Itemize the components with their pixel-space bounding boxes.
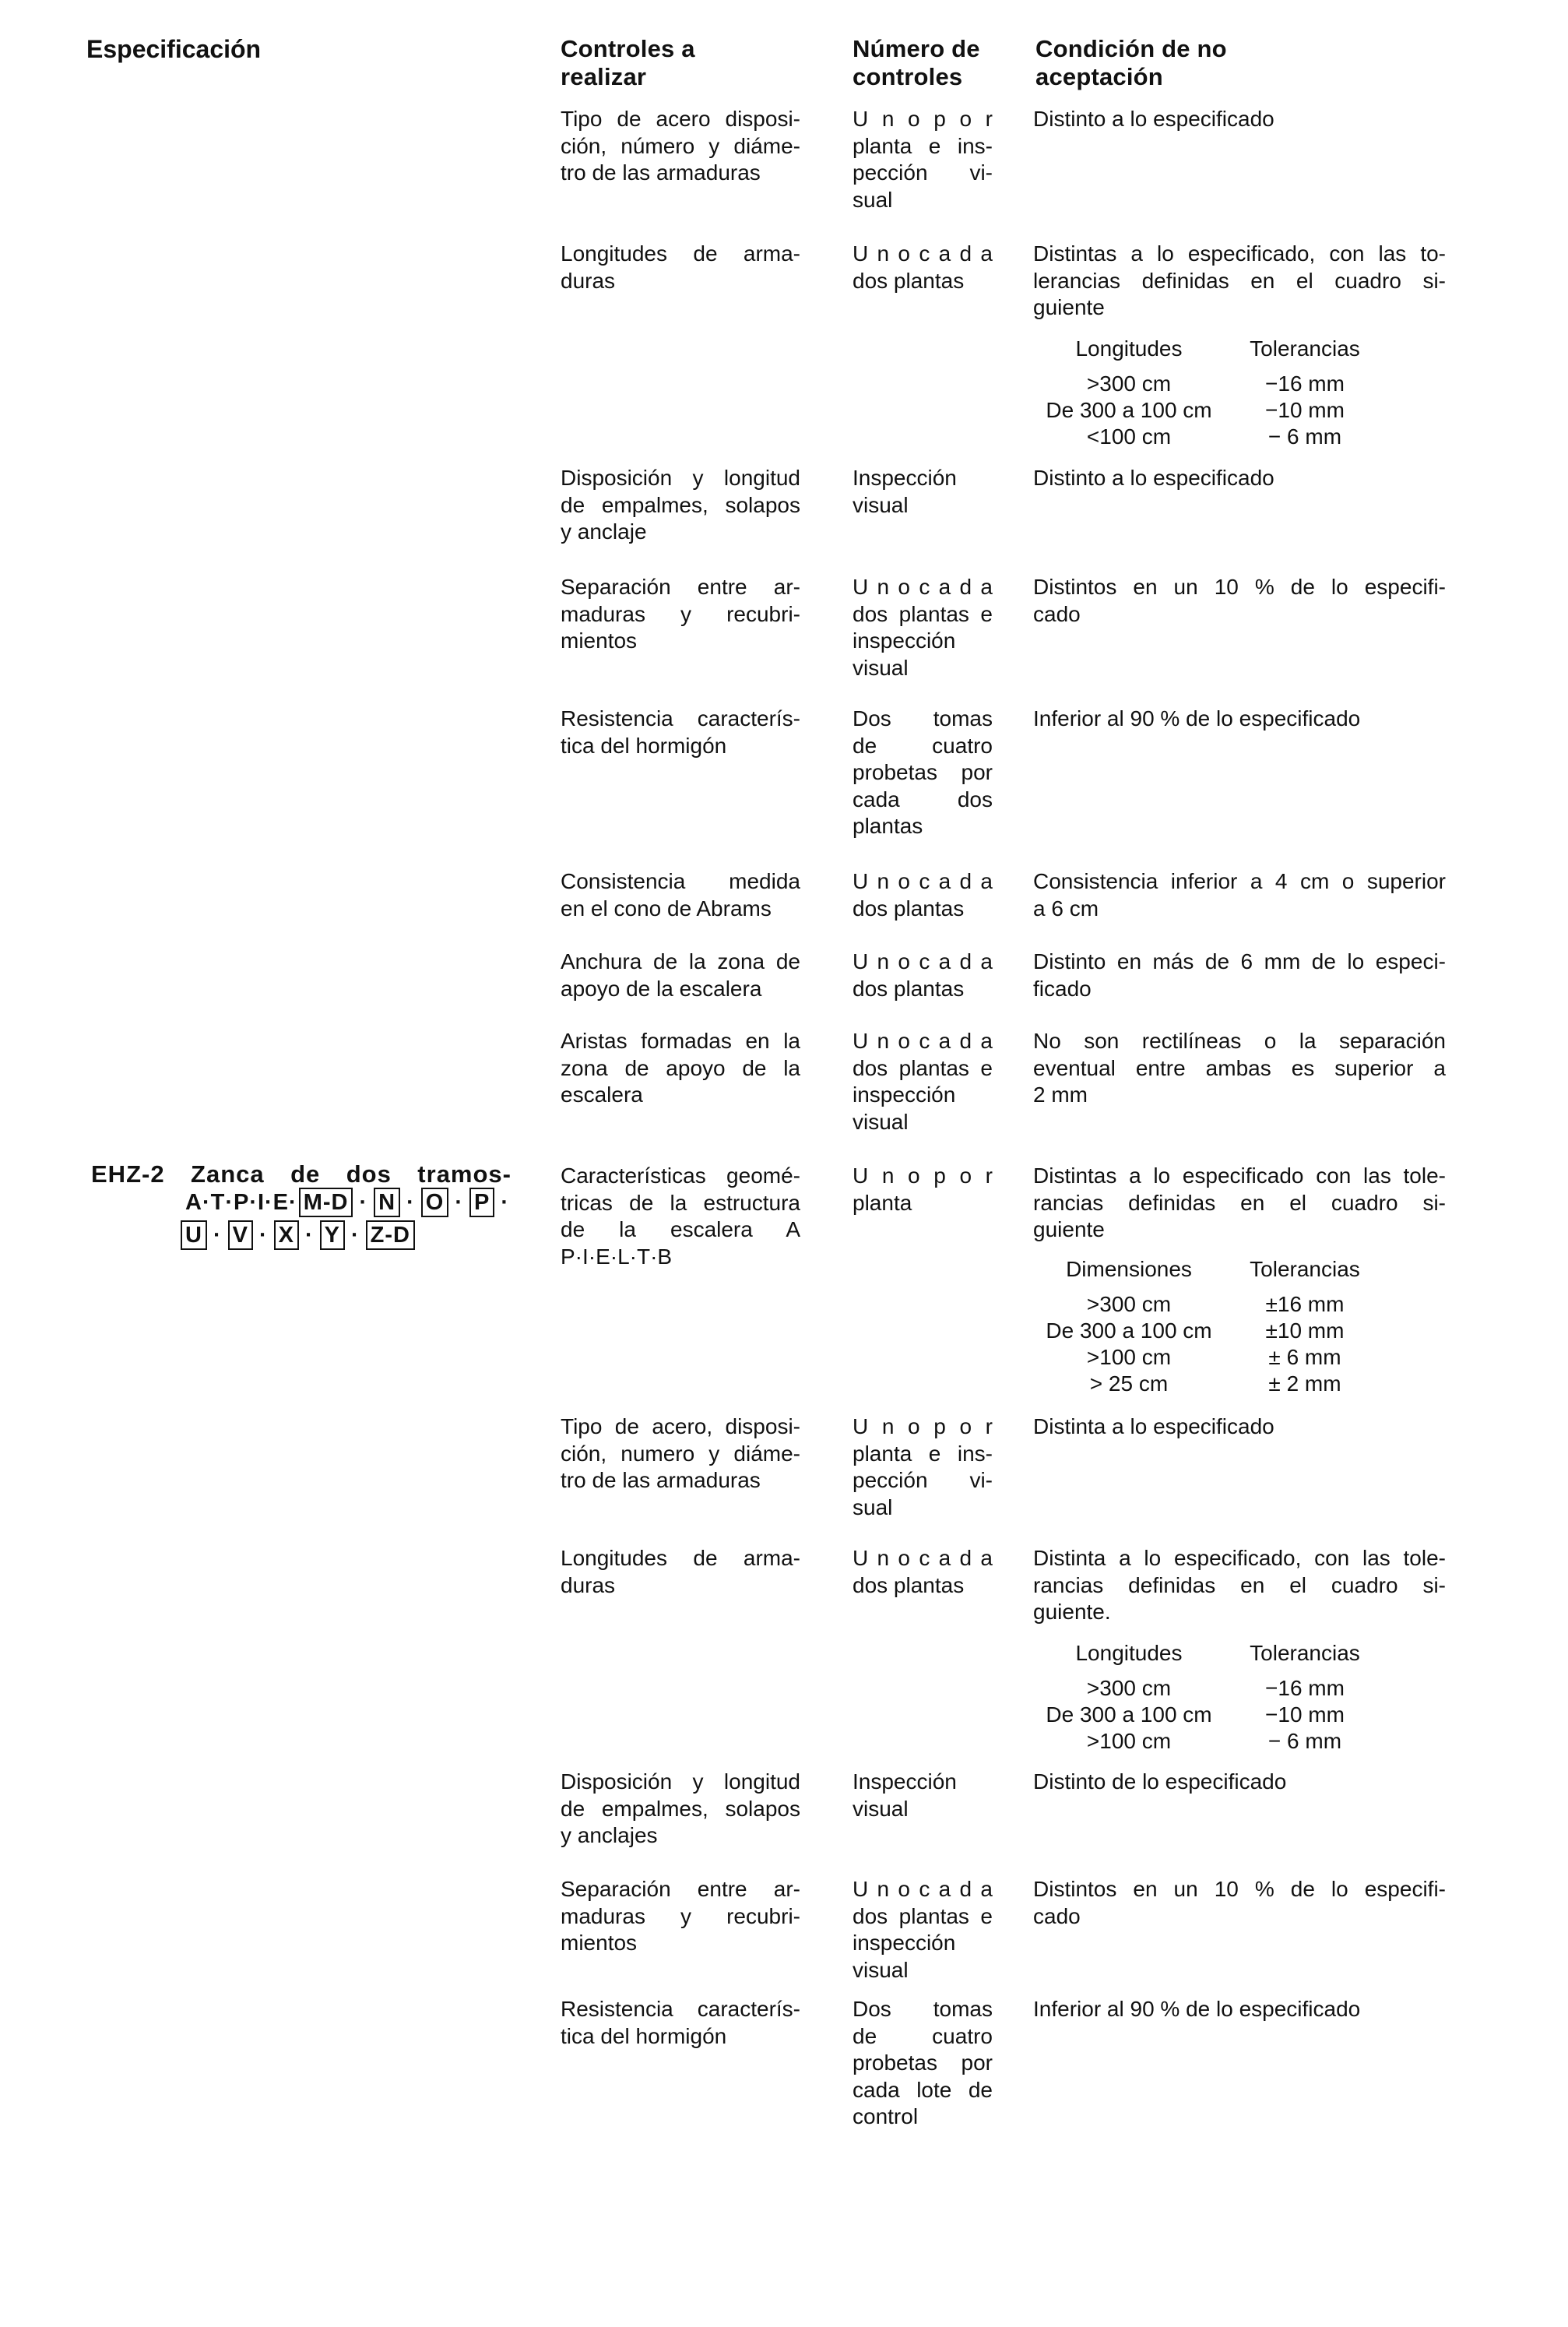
code-separator: · — [359, 1190, 368, 1215]
control-cell-line: escalera — [561, 1083, 643, 1107]
condicion-cell-line: Distinta a lo especificado, con las tole- — [1033, 1546, 1446, 1570]
numero-cell — [853, 868, 993, 922]
control-cell-line: Resistencia caracterís- — [561, 706, 800, 730]
condicion-cell — [1033, 1545, 1446, 1626]
numero-cell-line: U n o p o r — [853, 1414, 993, 1438]
numero-cell-line: de cuatro — [853, 2023, 993, 2048]
code-separator: · — [304, 1223, 314, 1248]
control-cell-line: Resistencia caracterís- — [561, 1997, 800, 2021]
condicion-cell-line: Inferior al 90 % de lo especificado — [1033, 706, 1361, 730]
control-cell-line: Aristas formadas en la — [561, 1029, 800, 1053]
control-cell — [561, 1163, 800, 1270]
numero-cell-line: U n o c a d a — [853, 1877, 993, 1901]
condicion-cell-line: Distinto en más de 6 mm de lo especi- — [1033, 949, 1446, 973]
condicion-cell-line: Distintos en un 10 % de lo especifi- — [1033, 1877, 1446, 1901]
condicion-cell-line: Consistencia inferior a 4 cm o superior — [1033, 869, 1446, 893]
tolerance-dimension: De 300 a 100 cm — [1046, 1318, 1212, 1343]
tolerance-table-row — [1012, 1318, 1448, 1344]
code-box: U — [181, 1220, 207, 1250]
numero-cell-line: dos plantas — [853, 896, 965, 921]
control-cell-line: tica del hormigón — [561, 2023, 727, 2048]
control-cell-line: y anclaje — [561, 519, 647, 544]
control-cell-line: maduras y recubri- — [561, 601, 800, 626]
code-separator: · — [258, 1223, 268, 1248]
condicion-cell-line: Distinto a lo especificado — [1033, 107, 1274, 131]
numero-cell-line: inspección — [853, 1083, 956, 1107]
tolerance-table-row — [1012, 1371, 1448, 1397]
header-controles-line: Controles a — [561, 35, 695, 62]
tolerance-table-header — [1012, 1255, 1448, 1291]
code-box: X — [274, 1220, 299, 1250]
condicion-cell — [1033, 574, 1446, 628]
tolerance-table-header — [1012, 335, 1448, 371]
tolerance-value: Tolerancias — [1250, 336, 1360, 361]
control-cell-line: mientos — [561, 1931, 638, 1955]
control-cell-line: maduras y recubri- — [561, 1903, 800, 1928]
control-cell — [561, 241, 800, 294]
numero-cell-line: visual — [853, 1957, 909, 1982]
condicion-cell-line: rancias definidas en el cuadro si- — [1033, 1572, 1446, 1597]
control-cell-line: de la escalera A — [561, 1217, 800, 1241]
control-cell-line: ción, numero y diáme- — [561, 1441, 800, 1466]
tolerance-table-row — [1012, 1291, 1448, 1318]
header-controles — [561, 35, 802, 91]
control-cell — [561, 465, 800, 546]
condicion-cell — [1033, 1876, 1446, 1930]
tolerance-dimension: De 300 a 100 cm — [1046, 398, 1212, 422]
control-cell-line: y anclajes — [561, 1823, 658, 1847]
tolerance-dimension: Longitudes — [1075, 1641, 1183, 1665]
code-box: Y — [320, 1220, 345, 1250]
condicion-cell-line: 2 mm — [1033, 1083, 1088, 1107]
tolerance-table — [1012, 1639, 1448, 1755]
numero-cell — [853, 465, 993, 519]
control-cell — [561, 1413, 800, 1494]
header-controles-line: realizar — [561, 63, 647, 90]
tolerance-value: −16 mm — [1265, 1676, 1345, 1700]
condicion-cell — [1033, 868, 1446, 922]
numero-cell — [853, 1028, 993, 1135]
condicion-cell-line: Inferior al 90 % de lo especificado — [1033, 1997, 1361, 2021]
numero-cell-line: Inspección — [853, 1769, 957, 1794]
numero-cell-line: dos plantas — [853, 976, 965, 1001]
control-cell-line: en el cono de Abrams — [561, 896, 772, 921]
condicion-cell-line: eventual entre ambas es superior a — [1033, 1055, 1446, 1080]
numero-cell-line: cada dos — [853, 787, 993, 811]
numero-cell-line: U n o p o r — [853, 1164, 993, 1188]
control-cell-line: Longitudes de arma- — [561, 241, 800, 266]
tolerance-table-row — [1012, 371, 1448, 397]
tolerance-dimension: >100 cm — [1086, 1729, 1172, 1753]
tolerance-dimension: Dimensiones — [1066, 1257, 1192, 1281]
section2-codes-line2 — [179, 1220, 417, 1251]
tolerance-dimension: <100 cm — [1086, 424, 1172, 449]
control-cell-line: tro de las armaduras — [561, 1468, 761, 1492]
numero-cell-line: U n o c a d a — [853, 241, 993, 266]
numero-cell-line: probetas por — [853, 760, 993, 784]
numero-cell — [853, 1876, 993, 1984]
condicion-cell-line: Distinto a lo especificado — [1033, 466, 1274, 490]
numero-cell-line: dos plantas e — [853, 601, 993, 626]
control-cell-line: de empalmes, solapos — [561, 1796, 800, 1821]
control-cell — [561, 1996, 800, 2050]
numero-cell-line: planta e ins- — [853, 133, 993, 158]
code-separator: · — [455, 1190, 463, 1215]
condicion-cell-line: cado — [1033, 1903, 1081, 1928]
tolerance-value: ±10 mm — [1265, 1318, 1345, 1343]
condicion-cell — [1033, 465, 1446, 492]
tolerance-table-row — [1012, 1344, 1448, 1371]
condicion-cell-line: guiente — [1033, 295, 1105, 319]
code-separator: · — [213, 1223, 222, 1248]
numero-cell-line: control — [853, 2104, 919, 2128]
control-cell — [561, 1769, 800, 1850]
code-box: P — [469, 1188, 494, 1217]
numero-cell-line: Dos tomas — [853, 706, 993, 730]
code-box: M-D — [299, 1188, 353, 1217]
code-separator: · — [351, 1223, 360, 1248]
control-cell-line: Disposición y longitud — [561, 1769, 800, 1794]
numero-cell-line: visual — [853, 1109, 909, 1134]
control-cell-line: Longitudes de arma- — [561, 1546, 800, 1570]
numero-cell-line: U n o c a d a — [853, 869, 993, 893]
condicion-cell-line: ficado — [1033, 976, 1092, 1001]
numero-cell-line: U n o c a d a — [853, 949, 993, 973]
numero-cell-line: planta e ins- — [853, 1441, 993, 1466]
control-cell — [561, 106, 800, 187]
tolerance-table-row — [1012, 424, 1448, 450]
control-cell — [561, 1876, 800, 1957]
numero-cell-line: sual — [853, 1494, 893, 1519]
numero-cell — [853, 1769, 993, 1822]
codes-plain: A·T·P·I·E· — [185, 1190, 297, 1215]
control-cell-line: Separación entre ar- — [561, 575, 800, 599]
condicion-cell-line: Distintos en un 10 % de lo especifi- — [1033, 575, 1446, 599]
code-box: O — [421, 1188, 449, 1217]
specification-title: Especificación — [86, 35, 262, 63]
numero-cell-line: Inspección — [853, 466, 957, 490]
numero-cell-line: visual — [853, 655, 909, 680]
control-cell — [561, 1545, 800, 1599]
code-box: N — [374, 1188, 400, 1217]
numero-cell — [853, 106, 993, 213]
header-condicion-line: Condición de no — [1035, 35, 1227, 62]
control-cell-line: Disposición y longitud — [561, 466, 800, 490]
control-cell-line: Tipo de acero, disposi- — [561, 1414, 800, 1438]
section2-codes-line1 — [185, 1187, 514, 1218]
numero-cell-line: U n o c a d a — [853, 1546, 993, 1570]
numero-cell — [853, 574, 993, 681]
control-cell — [561, 1028, 800, 1109]
condicion-cell — [1033, 241, 1446, 322]
control-cell-line: tica del hormigón — [561, 733, 727, 758]
code-separator: · — [501, 1190, 509, 1215]
numero-cell — [853, 1413, 993, 1521]
tolerance-dimension: De 300 a 100 cm — [1046, 1702, 1212, 1727]
numero-cell-line: dos plantas e — [853, 1055, 993, 1080]
tolerance-value: −10 mm — [1265, 398, 1345, 422]
numero-cell-line: U n o p o r — [853, 107, 993, 131]
tolerance-table-row — [1012, 1702, 1448, 1728]
control-cell-line: Anchura de la zona de — [561, 949, 800, 973]
header-numero — [853, 35, 1008, 91]
section2-title: EHZ-2 Zanca de dos tramos- — [91, 1160, 512, 1188]
numero-cell-line: probetas por — [853, 2051, 993, 2075]
control-cell-line: Separación entre ar- — [561, 1877, 800, 1901]
tolerance-dimension: >100 cm — [1086, 1345, 1172, 1369]
numero-cell-line: planta — [853, 1190, 912, 1215]
control-cell-line: zona de apoyo de la — [561, 1055, 800, 1080]
control-cell — [561, 574, 800, 655]
condicion-cell — [1033, 1028, 1446, 1109]
tolerance-table — [1012, 1255, 1448, 1397]
control-cell — [561, 868, 800, 922]
numero-cell — [853, 706, 993, 840]
tolerance-table-header — [1012, 1639, 1448, 1675]
condicion-cell-line: rancias definidas en el cuadro si- — [1033, 1190, 1446, 1215]
numero-cell-line: plantas — [853, 814, 923, 838]
control-cell-line: apoyo de la escalera — [561, 976, 762, 1001]
condicion-cell — [1033, 106, 1446, 133]
control-cell-line: tro de las armaduras — [561, 160, 761, 185]
condicion-cell-line: cado — [1033, 601, 1081, 626]
condicion-cell-line: No son rectilíneas o la separación — [1033, 1029, 1446, 1053]
numero-cell-line: pección vi- — [853, 1468, 993, 1492]
control-cell-line: de empalmes, solapos — [561, 492, 800, 517]
tolerance-value: −10 mm — [1265, 1702, 1345, 1727]
tolerance-table-row — [1012, 1728, 1448, 1755]
numero-cell-line: visual — [853, 492, 909, 517]
tolerance-value: − 6 mm — [1267, 1729, 1342, 1753]
numero-cell-line: sual — [853, 187, 893, 212]
numero-cell-line: inspección — [853, 628, 956, 653]
numero-cell — [853, 1996, 993, 2131]
control-cell-line: ción, número y diáme- — [561, 133, 800, 158]
numero-cell — [853, 949, 993, 1002]
numero-cell — [853, 1545, 993, 1599]
control-cell — [561, 706, 800, 759]
numero-cell-line: dos plantas — [853, 268, 965, 293]
condicion-cell-line: a 6 cm — [1033, 896, 1099, 921]
header-condicion-line: aceptación — [1035, 63, 1163, 90]
condicion-cell — [1033, 949, 1446, 1002]
condicion-cell — [1033, 1769, 1446, 1796]
control-cell-line: Consistencia medida — [561, 869, 800, 893]
tolerance-dimension: >300 cm — [1086, 1676, 1172, 1700]
control-cell-line: duras — [561, 268, 616, 293]
condicion-cell — [1033, 1163, 1446, 1244]
control-cell-line: Tipo de acero disposi- — [561, 107, 800, 131]
tolerance-value: ±16 mm — [1265, 1292, 1345, 1316]
condicion-cell-line: Distinta a lo especificado — [1033, 1414, 1274, 1438]
numero-cell-line: visual — [853, 1796, 909, 1821]
tolerance-value: Tolerancias — [1250, 1257, 1360, 1281]
numero-cell-line: pección vi- — [853, 160, 993, 185]
numero-cell-line: cada lote de — [853, 2077, 993, 2102]
tolerance-dimension: >300 cm — [1086, 371, 1172, 396]
condicion-cell-line: guiente. — [1033, 1600, 1111, 1624]
numero-cell-line: inspección — [853, 1931, 956, 1955]
control-cell — [561, 949, 800, 1002]
numero-cell-line: dos plantas — [853, 1572, 965, 1597]
numero-cell — [853, 241, 993, 294]
numero-cell-line: de cuatro — [853, 733, 993, 758]
tolerance-value: ± 6 mm — [1268, 1345, 1341, 1369]
control-cell-line: Características geomé- — [561, 1164, 800, 1188]
header-numero-line: controles — [853, 63, 963, 90]
code-box: Z-D — [366, 1220, 415, 1250]
numero-cell-line: dos plantas e — [853, 1903, 993, 1928]
header-numero-line: Número de — [853, 35, 980, 62]
code-separator: · — [406, 1190, 415, 1215]
header-condicion — [1035, 35, 1347, 91]
tolerance-value: Tolerancias — [1250, 1641, 1360, 1665]
numero-cell — [853, 1163, 993, 1216]
condicion-cell-line: guiente — [1033, 1217, 1105, 1241]
condicion-cell — [1033, 1996, 1446, 2023]
tolerance-table — [1012, 335, 1448, 450]
tolerance-value: ± 2 mm — [1268, 1371, 1341, 1396]
control-cell-line: P·I·E·L·T·B — [561, 1244, 673, 1269]
tolerance-dimension: Longitudes — [1075, 336, 1183, 361]
condicion-cell — [1033, 1413, 1446, 1441]
tolerance-table-row — [1012, 1675, 1448, 1702]
numero-cell-line: U n o c a d a — [853, 1029, 993, 1053]
code-box: V — [228, 1220, 253, 1250]
condicion-cell-line: Distinto de lo especificado — [1033, 1769, 1287, 1794]
tolerance-value: −16 mm — [1265, 371, 1345, 396]
condicion-cell-line: lerancias definidas en el cuadro si- — [1033, 268, 1446, 293]
condicion-cell-line: Distintas a lo especificado, con las to- — [1033, 241, 1446, 266]
control-cell-line: mientos — [561, 628, 638, 653]
control-cell-line: duras — [561, 1572, 616, 1597]
control-cell-line: tricas de la estructura — [561, 1190, 800, 1215]
tolerance-dimension: >300 cm — [1086, 1292, 1172, 1316]
numero-cell-line: Dos tomas — [853, 1997, 993, 2021]
tolerance-value: − 6 mm — [1267, 424, 1342, 449]
tolerance-dimension: > 25 cm — [1089, 1371, 1169, 1396]
tolerance-table-row — [1012, 397, 1448, 424]
numero-cell-line: U n o c a d a — [853, 575, 993, 599]
condicion-cell-line: Distintas a lo especificado con las tole- — [1033, 1164, 1446, 1188]
condicion-cell — [1033, 706, 1446, 733]
